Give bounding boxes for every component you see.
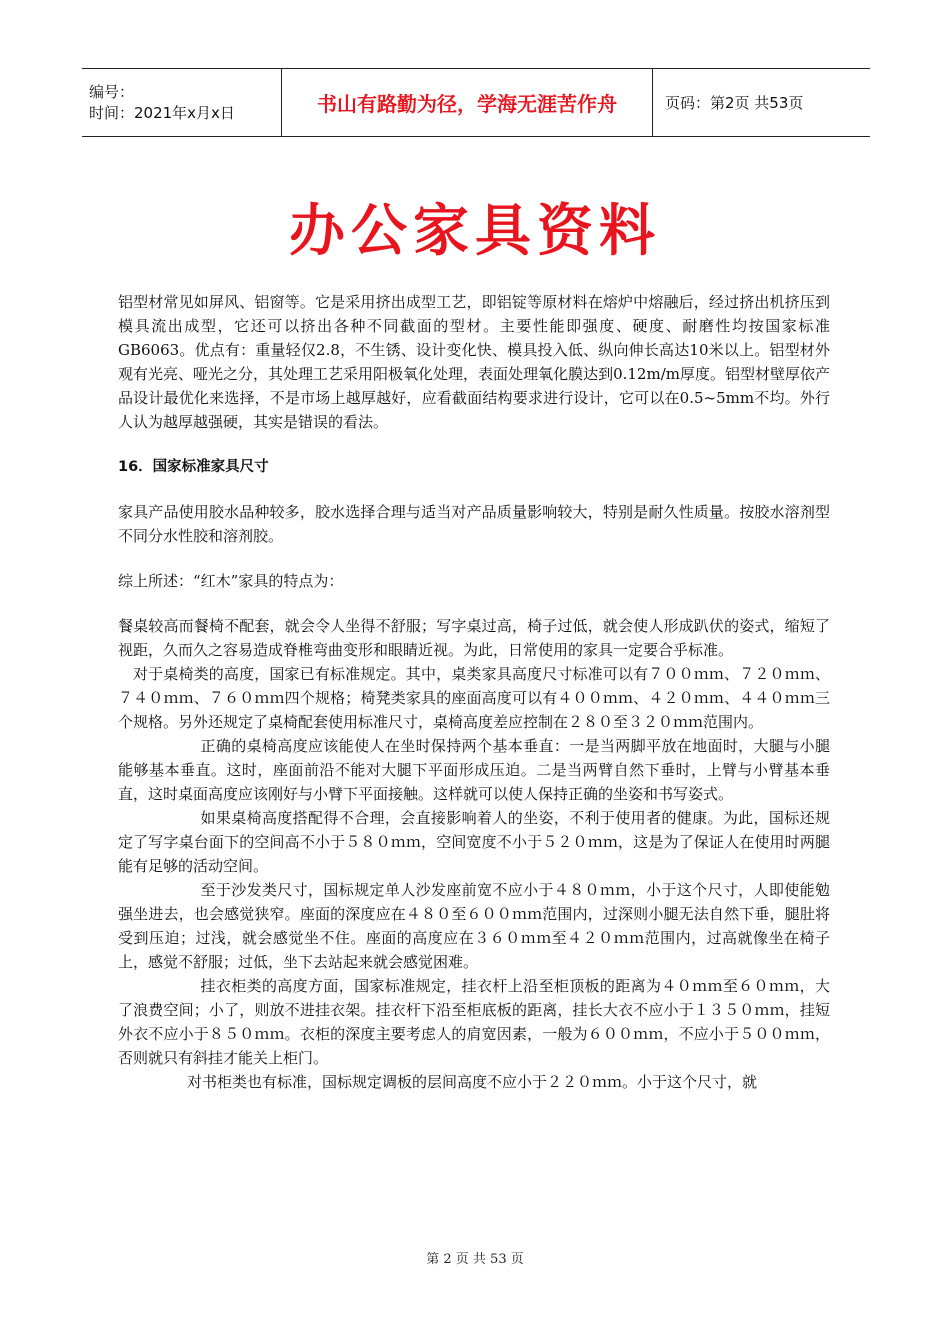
header-page-info: 页码：第2页 共53页 — [665, 94, 804, 112]
paragraph-desk-space: 如果桌椅高度搭配得不合理，会直接影响着人的坐姿，不利于使用者的健康。为此，国标还规定了写字桌台面下的空间高不小于５８０ｍｍ，空间宽度不小于５２０ｍｍ，这是为了保证人在使用时两腿能有足够的活动空间。 — [118, 809, 830, 875]
paragraph-correct-height: 正确的桌椅高度应该能使人在坐时保持两个基本垂直：一是当两脚平放在地面时，大腿与小腿能够基本垂直。这时，座面前沿不能对大腿下平面形成压迫。二是当两臂自然下垂时，上臂与小臂基本垂直，这时桌面高度应该刚好与小臂下平面接触。这样就可以使人保持正确的坐姿和书写姿式。 — [118, 737, 830, 803]
page-footer: 第 2 页 共 53 页 — [426, 1252, 524, 1267]
paragraph-summary: 综上所述：“红木”家具的特点为： — [118, 572, 344, 590]
section-heading: 16．国家标准家具尺寸 — [118, 459, 269, 475]
paragraph-wardrobe-size: 挂衣柜类的高度方面，国家标准规定，挂衣杆上沿至柜顶板的距离为４０ｍｍ至６０ｍｍ，大了浪费空间；小了，则放不进挂衣架。挂衣杆下沿至柜底板的距离，挂长大衣不应小于１３５０ｍｍ，挂短外衣不应小于８５０ｍｍ。衣柜的深度主要考虑人的肩宽因素，一般为６００ｍｍ，不应小于５００ｍｍ，否则就只有斜挂才能关上柜门。 — [118, 977, 830, 1067]
header-page-cell — [653, 69, 870, 136]
paragraph-aluminum-profiles: 铝型材常见如屏风、铝窗等。它是采用挤出成型工艺，即铝锭等原材料在熔炉中熔融后，经过挤出机挤压到模具流出成型，它还可以挤出各种不同截面的型材。主要性能即强度、硬度、耐磨性均按国家标准GB6063。优点有：重量轻仅2.8，不生锈、设计变化快、模具投入低、纵向伸长高达10米以上。铝型材外观有光亮、哑光之分，其处理工艺采用阳极氧化处理，表面处理氧化膜达到0.12m/m厚度。铝型材壁厚依产品设计最优化来选择，不是市场上越厚越好，应看截面结构要求进行设计，它可以在0.5~5mm不均。外行人认为越厚越强硬，其实是错误的看法。 — [118, 293, 830, 431]
document-title: 办公家具资料 — [289, 198, 661, 264]
header-motto-cell — [282, 69, 653, 136]
paragraph-table-chair-height: 对于桌椅类的高度，国家已有标准规定。其中，桌类家具高度尺寸标准可以有７００ｍｍ、７２０ｍｍ、７４０ｍｍ、７６０ｍｍ四个规格；椅凳类家具的座面高度可以有４００ｍｍ、４２０ｍｍ、４４０ｍｍ三个规格。另外还规定了桌椅配套使用标准尺寸，桌椅高度差应控制在２８０至３２０ｍｍ范围内。 — [118, 665, 830, 731]
paragraph-bookcase-size: 对书柜类也有标准，国标规定调板的层间高度不应小于２２０ｍｍ。小于这个尺寸，就 — [187, 1073, 758, 1091]
document-time-label: 时间：2021年x月x日 — [89, 103, 235, 122]
document-number-label: 编号： — [89, 82, 135, 101]
paragraph-table-chair-mismatch: 餐桌较高而餐椅不配套，就会令人坐得不舒服；写字桌过高，椅子过低，就会使人形成趴伏的姿式，缩短了视距，久而久之容易造成脊椎弯曲变形和眼睛近视。为此，日常使用的家具一定要合乎标准。 — [118, 617, 830, 659]
document-body — [118, 290, 830, 1094]
page-header — [82, 68, 870, 137]
paragraph-glue: 家具产品使用胶水品种较多，胶水选择合理与适当对产品质量影响较大，特别是耐久性质量。按胶水溶剂型不同分水性胶和溶剂胶。 — [118, 503, 830, 545]
paragraph-sofa-size: 至于沙发类尺寸，国标规定单人沙发座前宽不应小于４８０ｍｍ，小于这个尺寸，人即使能勉强坐进去，也会感觉狭窄。座面的深度应在４８０至６００ｍｍ范围内，过深则小腿无法自然下垂，腿肚将受到压迫；过浅，就会感觉坐不住。座面的高度应在３６０ｍｍ至４２０ｍｍ范围内，过高就像坐在椅子上，感觉不舒服；过低，坐下去站起来就会感觉困难。 — [118, 881, 830, 971]
header-meta-cell — [82, 69, 282, 136]
header-motto: 书山有路勤为径，学海无涯苦作舟 — [317, 92, 617, 116]
